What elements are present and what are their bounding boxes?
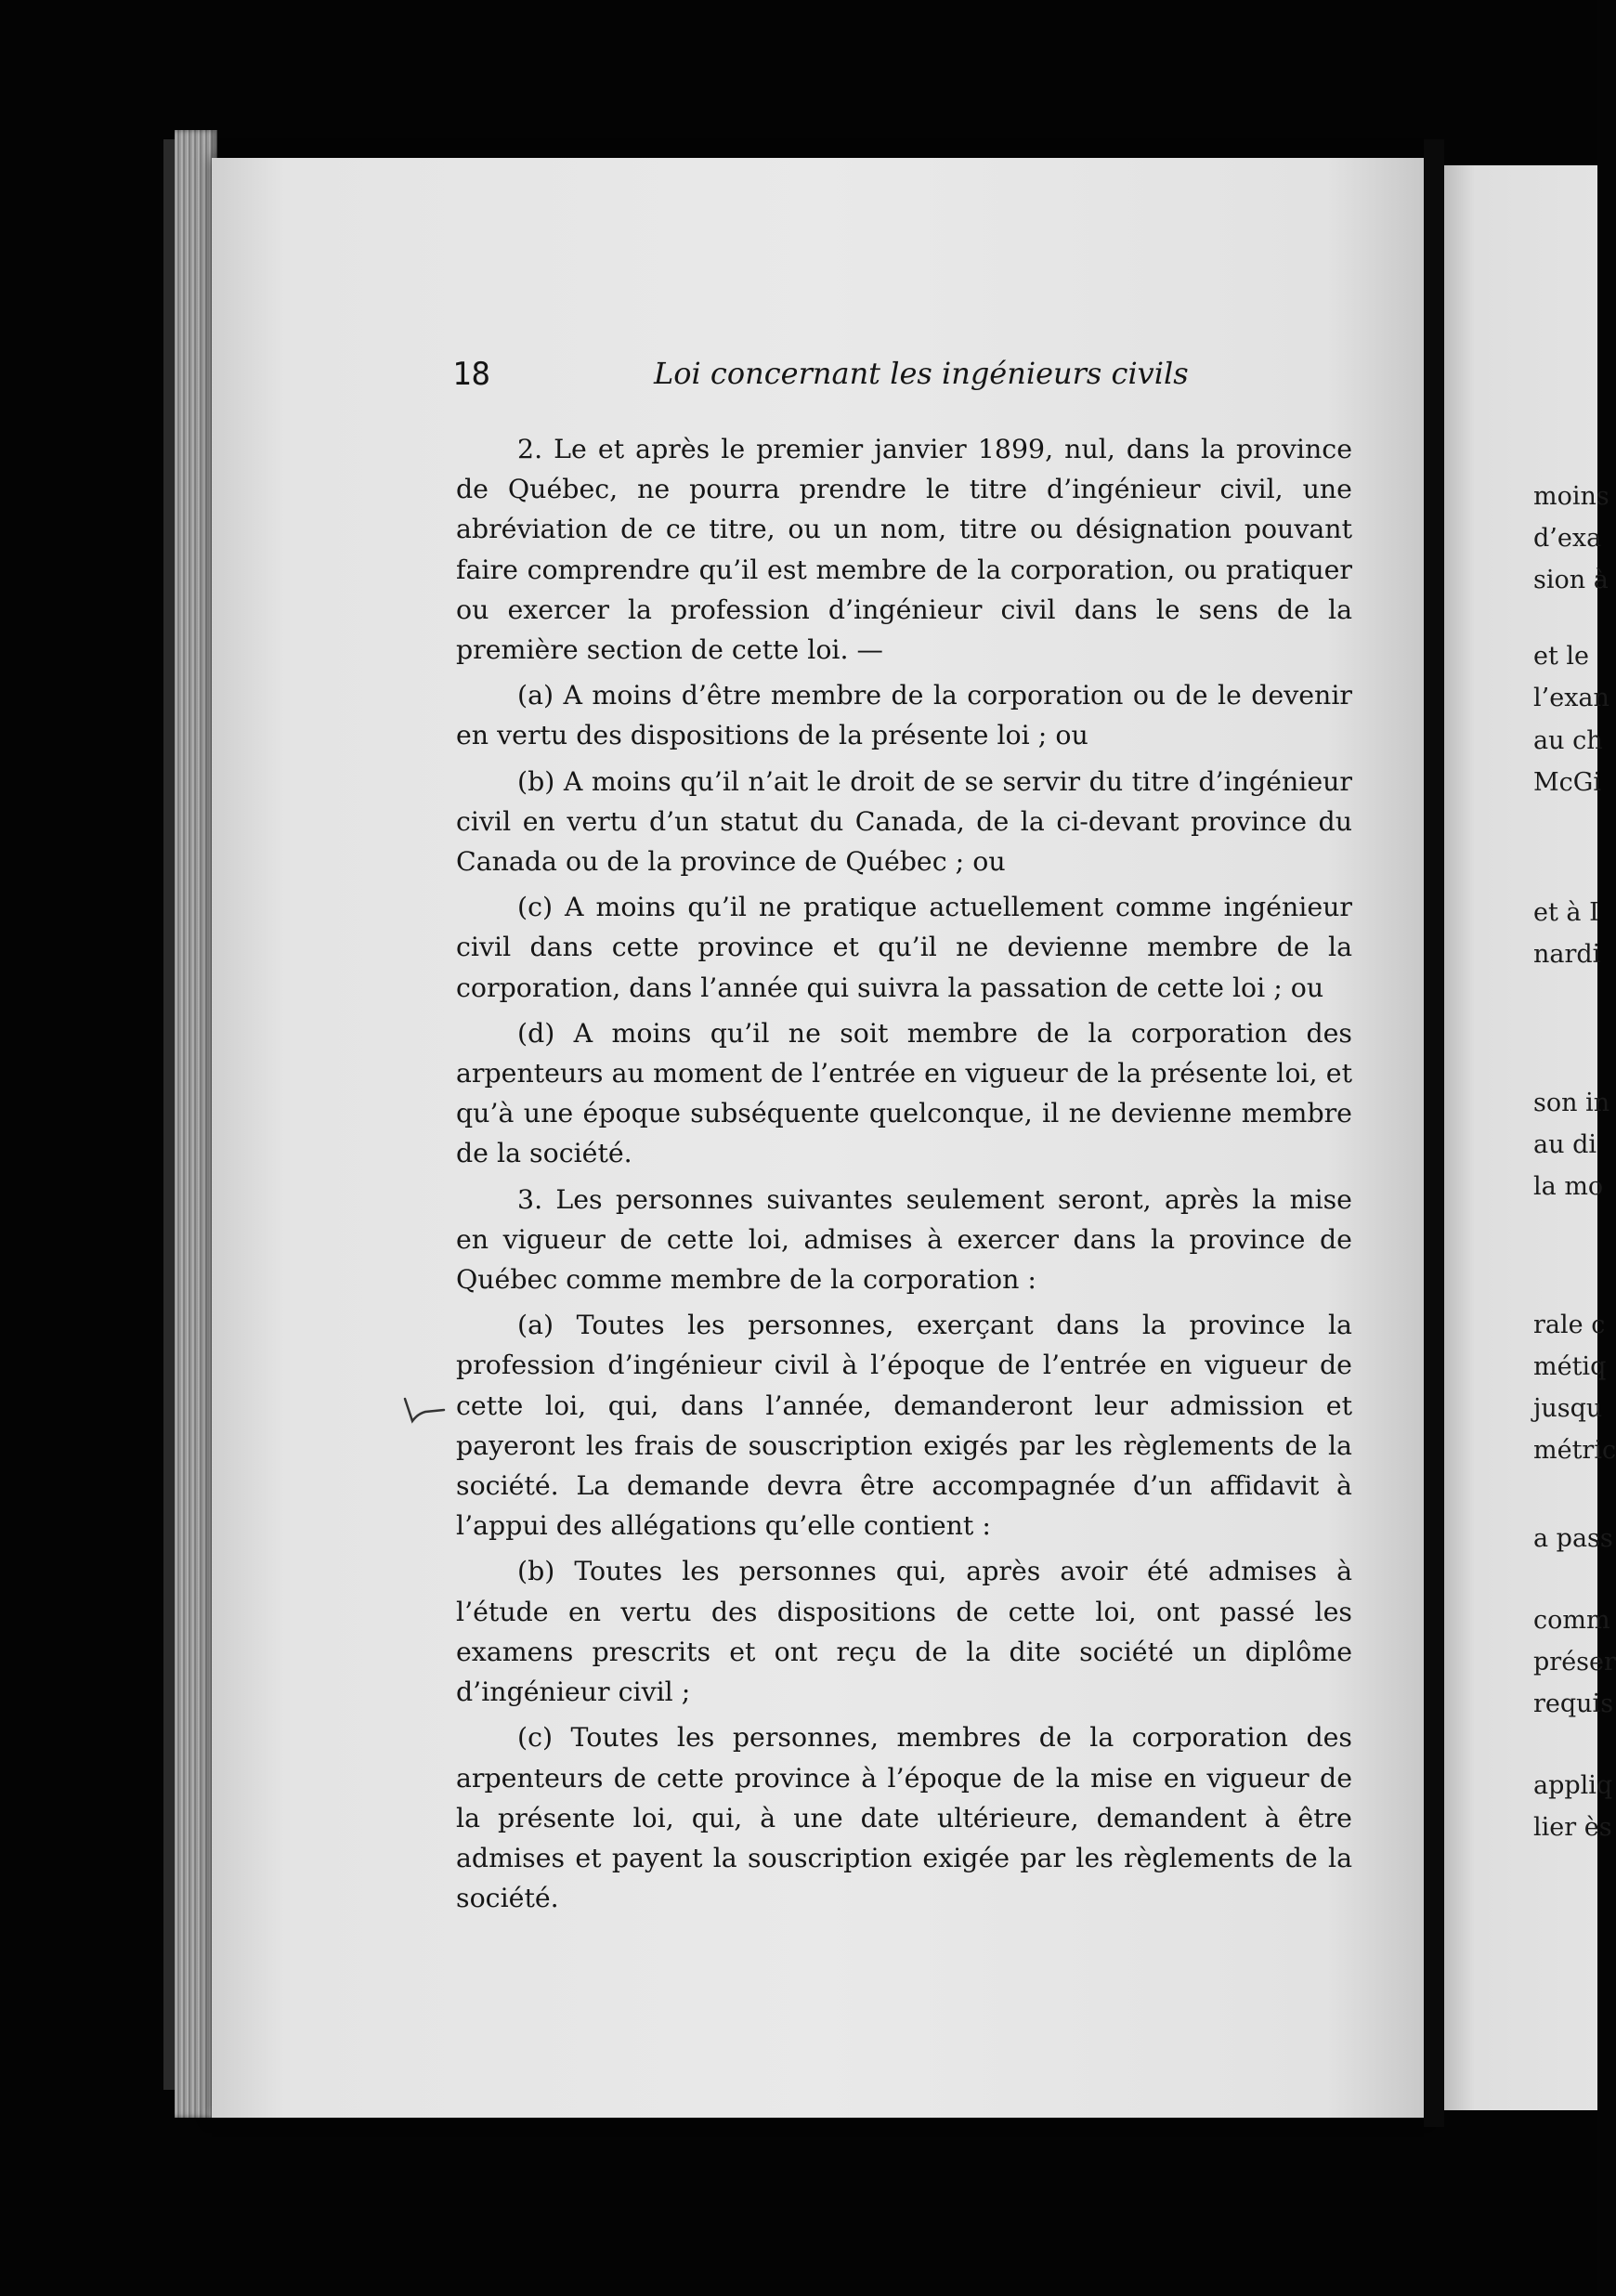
section-2-clause-b: (b) A moins qu’il n’ait le droit de se servir du titre d’ingénieur civil en vertu d’un statut du Canada, de la ci-devant province du Canada ou de la province de Québec ; ou <box>456 765 1352 878</box>
next-page-line: l’exan <box>1533 684 1609 712</box>
next-page-line: requis <box>1533 1689 1614 1718</box>
next-page-line: comm <box>1533 1606 1610 1635</box>
section-2-clause-d: (d) A moins qu’il ne soit membre de la corporation des arpenteurs au moment de l’entrée en vigueur de la présente loi, et qu’à une époque subséquente quelconque, il ne devienne membre de la société. <box>456 1017 1352 1169</box>
section-3-clause-b: (b) Toutes les personnes qui, après avoir été admises à l’étude en vertu des dispositions de cette loi, ont passé les examens prescrits et ont reçu de la dite société un diplôme d’ingénieur civil ; <box>456 1556 1352 1708</box>
next-page-line: a pass <box>1533 1524 1613 1553</box>
section-2-paragraph: 2. Le et après le premier janvier 1899, nul, dans la province de Québec, ne pourra prendre le titre d’ingénieur civil, une abréviation de ce titre, ou un nom, titre ou désignation pouvant faire comprendre qu’il est membre de la corporation, ou pratiquer ou exercer la profession d’ingénieur civil dans le sens de la première section de cette loi. — <box>456 434 1352 666</box>
next-page-line: son in <box>1533 1089 1610 1117</box>
handwritten-margin-mark <box>401 1393 448 1430</box>
next-page-line: la mo <box>1533 1172 1604 1201</box>
next-page-line: et le <box>1533 642 1590 671</box>
section-2-clause-c: (c) A moins qu’il ne pratique actuellement comme ingénieur civil dans cette province et qu’il ne devienne membre de la corporation, dans l’année qui suivra la passation de cette loi ; ou <box>456 892 1352 1003</box>
next-page-line: lier ès <box>1533 1813 1612 1842</box>
next-page-line: moins <box>1533 482 1609 511</box>
section-2-clause-a: (a) A moins d’être membre de la corporation ou de le devenir en vertu des dispositions de la présente loi ; ou <box>456 680 1352 751</box>
section-3-clause-c: (c) Toutes les personnes, membres de la corporation des arpenteurs de cette province à l’époque de la mise en vigueur de la présente loi, qui, à une date ultérieure, demandent à être admises et payent la souscription exigée par les règlements de la société. <box>456 1722 1352 1914</box>
section-3-paragraph: 3. Les personnes suivantes seulement seront, après la mise en vigueur de cette loi, admises à exercer dans la province de Québec comme membre de la corporation : <box>456 1183 1352 1296</box>
next-page-line: préser <box>1533 1648 1616 1676</box>
page-body <box>456 429 1352 1924</box>
book-page-right-fragment <box>1444 165 1616 2110</box>
next-page-line: jusqu <box>1533 1394 1603 1423</box>
page-number: 18 <box>452 356 490 393</box>
book-gutter <box>1424 139 1444 2127</box>
next-page-line: au ch <box>1533 726 1603 755</box>
running-title: Loi concernant les ingénieurs civils <box>654 356 1189 391</box>
next-page-line: McGi <box>1533 768 1601 797</box>
next-page-line: métric <box>1533 1436 1616 1465</box>
next-page-line: appliq <box>1533 1771 1613 1800</box>
next-page-line: au di <box>1533 1130 1596 1159</box>
next-page-line: sion à <box>1533 566 1609 594</box>
next-page-line: métiq <box>1533 1352 1607 1381</box>
next-page-line: et à I <box>1533 898 1599 927</box>
next-page-line: rale c <box>1533 1311 1606 1339</box>
section-3-clause-a: (a) Toutes les personnes, exerçant dans la province la profession d’ingénieur civil à l’époque de l’entrée en vigueur de cette loi, qui, dans l’année, demanderont leur admission et payeront les frais de souscription exigés par les règlements de la société. La demande devra être accompagnée d’un affidavit à l’appui des allégations qu’elle contient : <box>456 1310 1352 1542</box>
next-page-line: nardi <box>1533 940 1601 969</box>
next-page-line: d’exa <box>1533 524 1602 553</box>
